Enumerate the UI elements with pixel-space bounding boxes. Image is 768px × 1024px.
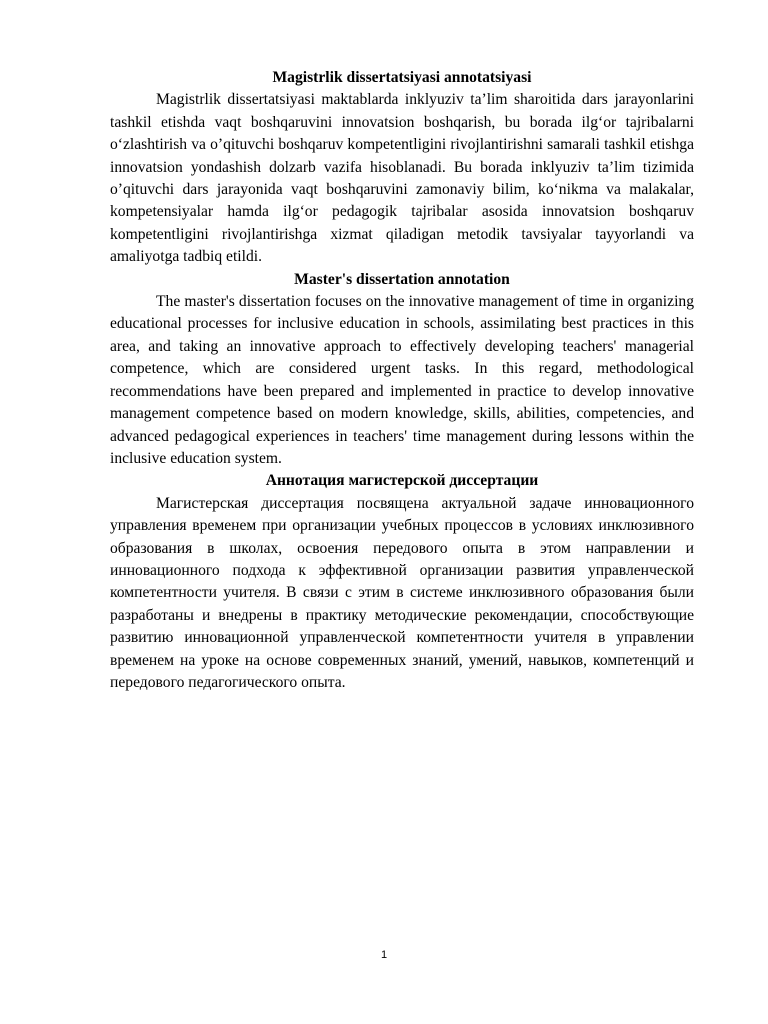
uzbek-annotation-section xyxy=(110,67,694,269)
uzbek-annotation-body: Magistrlik dissertatsiyasi maktablarda inklyuziv ta’lim sharoitida dars jarayonlarini tashkil etishda vaqt boshqaruvini innovatsion boshqarish, bu borada ilg‘or tajribalarni o‘zlashtirish va o’qituvchi boshqaruv kompetentligini rivojlantirishni samarali tashkil etishga innovatsion yondashish dolzarb vazifa hisoblanadi. Bu borada inklyuziv ta’lim tizimida o’qituvchi dars jarayonida vaqt boshqaruvini zamonaviy bilim, ko‘nikma va malakalar, kompetensiyalar hamda ilg‘or pedagogik tajribalar asosida innovatsion boshqaruv kompetentligini rivojlantirishga xizmat qiladigan metodik tavsiyalar tayyorlandi va amaliyotga tadbiq etildi. xyxy=(110,91,694,266)
english-annotation-title: Master's dissertation annotation xyxy=(294,270,510,288)
russian-annotation-body: Магистерская диссертация посвящена актуальной задаче инновационного управления временем при организации учебных процессов в условиях инклюзивного образования в школах, освоения передового опыта в этом направлении и инновационного подхода к эффективной организации развития управленческой компетентности учителя. В связи с этим в системе инклюзивного образования были разработаны и внедрены в практику методические рекомендации, способствующие развитию инновационной управленческой компетентности учителя в управлении временем на уроке на основе современных знаний, умений, навыков, компетенций и передового педагогического опыта. xyxy=(110,494,694,691)
russian-annotation-title: Аннотация магистерской диссертации xyxy=(265,472,539,490)
english-annotation-body: The master's dissertation focuses on the innovative management of time in organizing educational processes for inclusive education in schools, assimilating best practices in this area, and taking an innovative approach to effectively developing teachers' managerial competence, which are considered urgent tasks. In this regard, methodological recommendations have been prepared and implemented in practice to develop innovative management competence based on modern knowledge, skills, abilities, competencies, and advanced pedagogical experiences in teachers' time management during lessons within the inclusive education system. xyxy=(110,293,694,467)
english-annotation-section xyxy=(110,269,694,471)
document-page xyxy=(110,67,694,694)
uzbek-annotation-title: Magistrlik dissertatsiyasi annotatsiyasi xyxy=(272,69,532,86)
russian-annotation-section xyxy=(110,470,694,694)
page-number: 1 xyxy=(380,949,388,961)
